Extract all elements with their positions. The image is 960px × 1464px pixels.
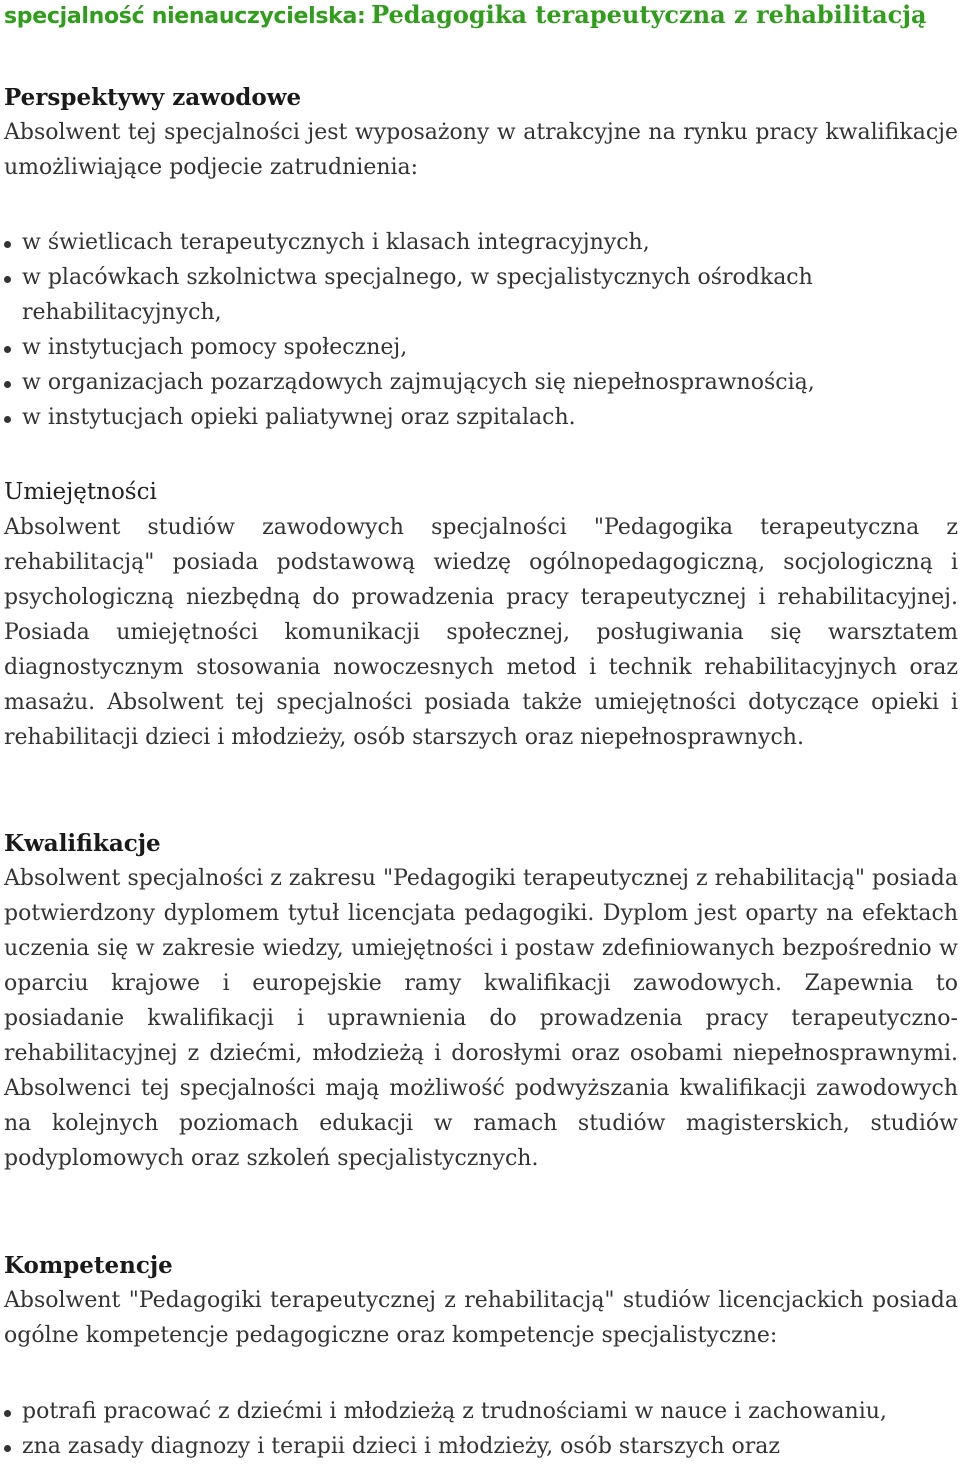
section-kompetencje [4, 1248, 958, 1353]
heading-perspektywy: Perspektywy zawodowe [4, 84, 302, 111]
heading-umiejetnosci: Umiejętności [4, 479, 157, 505]
section-umiejetnosci [4, 475, 958, 755]
list-item: w instytucjach pomocy społecznej, [4, 330, 958, 365]
kompetencje-intro: Absolwent "Pedagogiki terapeutycznej z rehabilitacją" studiów licencjackich posiada ogólne kompetencje pedagogiczne oraz kompetencje specjalistyczne: [4, 1288, 958, 1348]
section-kwalifikacje [4, 826, 958, 1176]
title-main: Pedagogika terapeutyczna z rehabilitacją [371, 0, 927, 29]
page-title [4, 0, 927, 29]
section-perspektywy [4, 80, 958, 185]
heading-kwalifikacje: Kwalifikacje [4, 830, 161, 857]
list-item: w świetlicach terapeutycznych i klasach integracyjnych, [4, 225, 958, 260]
list-item: w placówkach szkolnictwa specjalnego, w specjalistycznych ośrodkach rehabilitacyjnych, [4, 260, 958, 330]
kompetencje-list [4, 1394, 958, 1464]
list-item: w organizacjach pozarządowych zajmujących się niepełnosprawnością, [4, 365, 958, 400]
list-item: w instytucjach opieki paliatywnej oraz szpitalach. [4, 400, 958, 435]
perspektywy-intro: Absolwent tej specjalności jest wyposażony w atrakcyjne na rynku pracy kwalifikacje umożliwiające podjecie zatrudnienia: [4, 120, 958, 180]
list-item: potrafi pracować z dziećmi i młodzieżą z trudnościami w nauce i zachowaniu, [4, 1394, 958, 1429]
kwalifikacje-text: Absolwent specjalności z zakresu "Pedagogiki terapeutycznej z rehabilitacją" posiada potwierdzony dyplomem tytuł licencjata pedagogiki. Dyplom jest oparty na efektach uczenia się w zakresie wiedzy, umiejętności i postaw zdefiniowanych bezpośrednio w oparciu krajowe i europejskie ramy kwalifikacji zawodowych. Zapewnia to posiadanie kwalifikacji i uprawnienia do prowadzenia pracy terapeutyczno-rehabilitacyjnej z dziećmi, młodzieżą i dorosłymi oraz osobami niepełnosprawnymi. Absolwenci tej specjalności mają możliwość podwyższania kwalifikacji zawodowych na kolejnych poziomach edukacji w ramach studiów magisterskich, studiów podyplomowych oraz szkoleń specjalistycznych. [4, 866, 958, 1171]
title-prefix: specjalność nienauczycielska: [4, 4, 366, 29]
list-item: zna zasady diagnozy i terapii dzieci i młodzieży, osób starszych oraz [4, 1429, 958, 1464]
umiejetnosci-text: Absolwent studiów zawodowych specjalności "Pedagogika terapeutyczna z rehabilitacją" posiada podstawową wiedzę ogólnopedagogiczną, socjologiczną i psychologiczną niezbędną do prowadzenia pracy terapeutycznej i rehabilitacyjnej. Posiada umiejętności komunikacji społecznej, posługiwania się warsztatem diagnostycznym stosowania nowoczesnych metod i technik rehabilitacyjnych oraz masażu. Absolwent tej specjalności posiada także umiejętności dotyczące opieki i rehabilitacji dzieci i młodzieży, osób starszych oraz niepełnosprawnych. [4, 515, 958, 750]
heading-kompetencje: Kompetencje [4, 1252, 173, 1279]
perspektywy-list [4, 225, 958, 435]
